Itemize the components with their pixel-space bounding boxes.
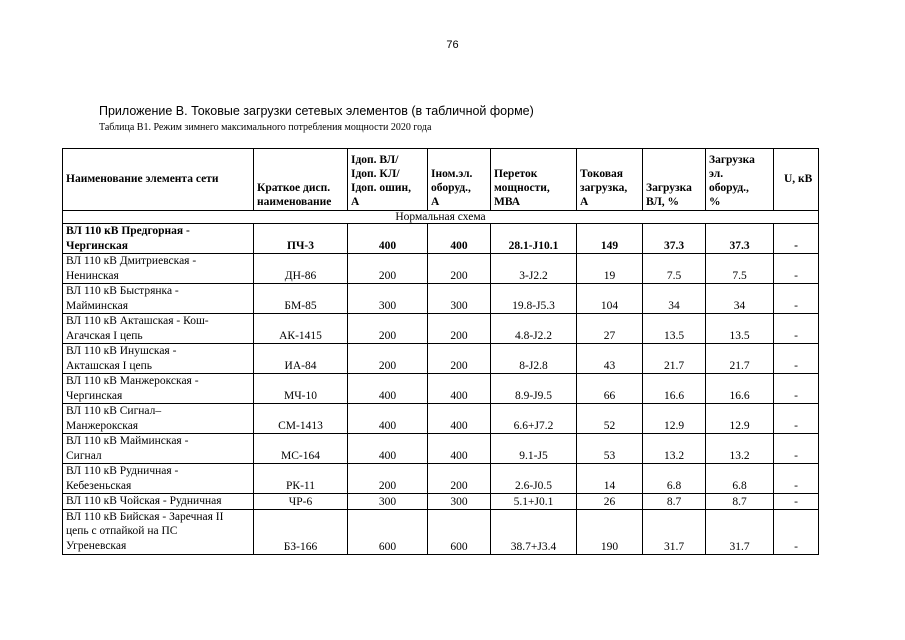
voltage-cell: - [774, 224, 819, 254]
header-cell: U, кВ [774, 149, 819, 211]
power-flow-cell: 19.8-J5.3 [491, 284, 577, 314]
element-name-cell: ВЛ 110 кВ Рудничная - Кебезеньская [63, 464, 254, 494]
allowable-current-cell: 600 [348, 509, 428, 554]
short-name-cell: РК-11 [254, 464, 348, 494]
allowable-current-cell: 200 [348, 464, 428, 494]
short-name-cell: ПЧ-3 [254, 224, 348, 254]
header-row [63, 149, 819, 211]
equipment-load-cell: 13.2 [706, 434, 774, 464]
load-table [62, 148, 819, 555]
table-row [63, 314, 819, 344]
table-row [63, 509, 819, 554]
rated-current-cell: 200 [428, 464, 491, 494]
power-flow-cell: 6.6+J7.2 [491, 404, 577, 434]
line-load-cell: 8.7 [643, 494, 706, 510]
rated-current-cell: 400 [428, 434, 491, 464]
element-name-cell: ВЛ 110 кВ Майминская - Сигнал [63, 434, 254, 464]
short-name-cell: БМ-85 [254, 284, 348, 314]
rated-current-cell: 400 [428, 224, 491, 254]
voltage-cell: - [774, 254, 819, 284]
table-row [63, 284, 819, 314]
element-name-cell: ВЛ 110 кВ Сигнал– Манжерокская [63, 404, 254, 434]
allowable-current-cell: 400 [348, 374, 428, 404]
allowable-current-cell: 200 [348, 254, 428, 284]
rated-current-cell: 400 [428, 374, 491, 404]
page-number: 76 [446, 39, 459, 51]
header-cell: Iном.эл. оборуд., А [428, 149, 491, 211]
current-load-cell: 52 [577, 404, 643, 434]
table-row [63, 254, 819, 284]
equipment-load-cell: 37.3 [706, 224, 774, 254]
element-name-cell: ВЛ 110 кВ Акташская - Кош- Агачская I цепь [63, 314, 254, 344]
element-name-cell: ВЛ 110 кВ Быстрянка - Майминская [63, 284, 254, 314]
power-flow-cell: 5.1+J0.1 [491, 494, 577, 510]
current-load-cell: 19 [577, 254, 643, 284]
allowable-current-cell: 200 [348, 344, 428, 374]
table-row [63, 224, 819, 254]
allowable-current-cell: 300 [348, 284, 428, 314]
header-cell: Токовая загрузка, А [577, 149, 643, 211]
header-cell: Загрузка эл. оборуд., % [706, 149, 774, 211]
header-cell: Наименование элемента сети [63, 149, 254, 211]
voltage-cell: - [774, 374, 819, 404]
current-load-cell: 26 [577, 494, 643, 510]
allowable-current-cell: 200 [348, 314, 428, 344]
short-name-cell: БЗ-166 [254, 509, 348, 554]
line-load-cell: 13.2 [643, 434, 706, 464]
power-flow-cell: 8-J2.8 [491, 344, 577, 374]
power-flow-cell: 38.7+J3.4 [491, 509, 577, 554]
table-row [63, 434, 819, 464]
power-flow-cell: 4.8-J2.2 [491, 314, 577, 344]
table-row [63, 344, 819, 374]
equipment-load-cell: 31.7 [706, 509, 774, 554]
equipment-load-cell: 12.9 [706, 404, 774, 434]
rated-current-cell: 400 [428, 404, 491, 434]
equipment-load-cell: 7.5 [706, 254, 774, 284]
current-load-cell: 14 [577, 464, 643, 494]
short-name-cell: МЧ-10 [254, 374, 348, 404]
power-flow-cell: 9.1-J5 [491, 434, 577, 464]
voltage-cell: - [774, 509, 819, 554]
rated-current-cell: 200 [428, 344, 491, 374]
appendix-title: Приложение В. Токовые загрузки сетевых элементов (в табличной форме) [99, 104, 534, 118]
element-name-cell: ВЛ 110 кВ Предгорная - Чергинская [63, 224, 254, 254]
equipment-load-cell: 34 [706, 284, 774, 314]
rated-current-cell: 200 [428, 254, 491, 284]
short-name-cell: ЧР-6 [254, 494, 348, 510]
current-load-cell: 190 [577, 509, 643, 554]
header-cell: Загрузка ВЛ, % [643, 149, 706, 211]
element-name-cell: ВЛ 110 кВ Бийская - Заречная II цепь с отпайкой на ПС Угреневская [63, 509, 254, 554]
short-name-cell: АК-1415 [254, 314, 348, 344]
line-load-cell: 31.7 [643, 509, 706, 554]
table-row [63, 464, 819, 494]
power-flow-cell: 2.6-J0.5 [491, 464, 577, 494]
voltage-cell: - [774, 284, 819, 314]
header-cell: Краткое дисп. наименование [254, 149, 348, 211]
element-name-cell: ВЛ 110 кВ Чойская - Рудничная [63, 494, 254, 510]
line-load-cell: 13.5 [643, 314, 706, 344]
power-flow-cell: 8.9-J9.5 [491, 374, 577, 404]
current-load-cell: 53 [577, 434, 643, 464]
header-cell: Переток мощности, МВА [491, 149, 577, 211]
table-caption: Таблица В1. Режим зимнего максимального потребления мощности 2020 года [99, 122, 432, 133]
voltage-cell: - [774, 344, 819, 374]
current-load-cell: 149 [577, 224, 643, 254]
rated-current-cell: 300 [428, 494, 491, 510]
current-load-cell: 104 [577, 284, 643, 314]
power-flow-cell: 28.1-J10.1 [491, 224, 577, 254]
allowable-current-cell: 400 [348, 404, 428, 434]
rated-current-cell: 300 [428, 284, 491, 314]
element-name-cell: ВЛ 110 кВ Дмитриевская - Ненинская [63, 254, 254, 284]
table-row [63, 404, 819, 434]
equipment-load-cell: 6.8 [706, 464, 774, 494]
rated-current-cell: 200 [428, 314, 491, 344]
table-row [63, 374, 819, 404]
section-row [63, 211, 819, 224]
line-load-cell: 34 [643, 284, 706, 314]
equipment-load-cell: 13.5 [706, 314, 774, 344]
table-row [63, 494, 819, 510]
section-label: Нормальная схема [63, 211, 819, 224]
line-load-cell: 6.8 [643, 464, 706, 494]
equipment-load-cell: 21.7 [706, 344, 774, 374]
equipment-load-cell: 8.7 [706, 494, 774, 510]
power-flow-cell: 3-J2.2 [491, 254, 577, 284]
line-load-cell: 16.6 [643, 374, 706, 404]
equipment-load-cell: 16.6 [706, 374, 774, 404]
voltage-cell: - [774, 314, 819, 344]
line-load-cell: 37.3 [643, 224, 706, 254]
current-load-cell: 43 [577, 344, 643, 374]
voltage-cell: - [774, 404, 819, 434]
header-cell: Iдоп. ВЛ/ Iдоп. КЛ/ Iдоп. ошин, А [348, 149, 428, 211]
element-name-cell: ВЛ 110 кВ Инушская - Акташская I цепь [63, 344, 254, 374]
short-name-cell: ДН-86 [254, 254, 348, 284]
line-load-cell: 7.5 [643, 254, 706, 284]
voltage-cell: - [774, 464, 819, 494]
current-load-cell: 27 [577, 314, 643, 344]
short-name-cell: МС-164 [254, 434, 348, 464]
voltage-cell: - [774, 494, 819, 510]
short-name-cell: СМ-1413 [254, 404, 348, 434]
current-load-cell: 66 [577, 374, 643, 404]
rated-current-cell: 600 [428, 509, 491, 554]
line-load-cell: 12.9 [643, 404, 706, 434]
allowable-current-cell: 400 [348, 434, 428, 464]
line-load-cell: 21.7 [643, 344, 706, 374]
allowable-current-cell: 400 [348, 224, 428, 254]
allowable-current-cell: 300 [348, 494, 428, 510]
short-name-cell: ИА-84 [254, 344, 348, 374]
element-name-cell: ВЛ 110 кВ Манжерокская - Чергинская [63, 374, 254, 404]
voltage-cell: - [774, 434, 819, 464]
